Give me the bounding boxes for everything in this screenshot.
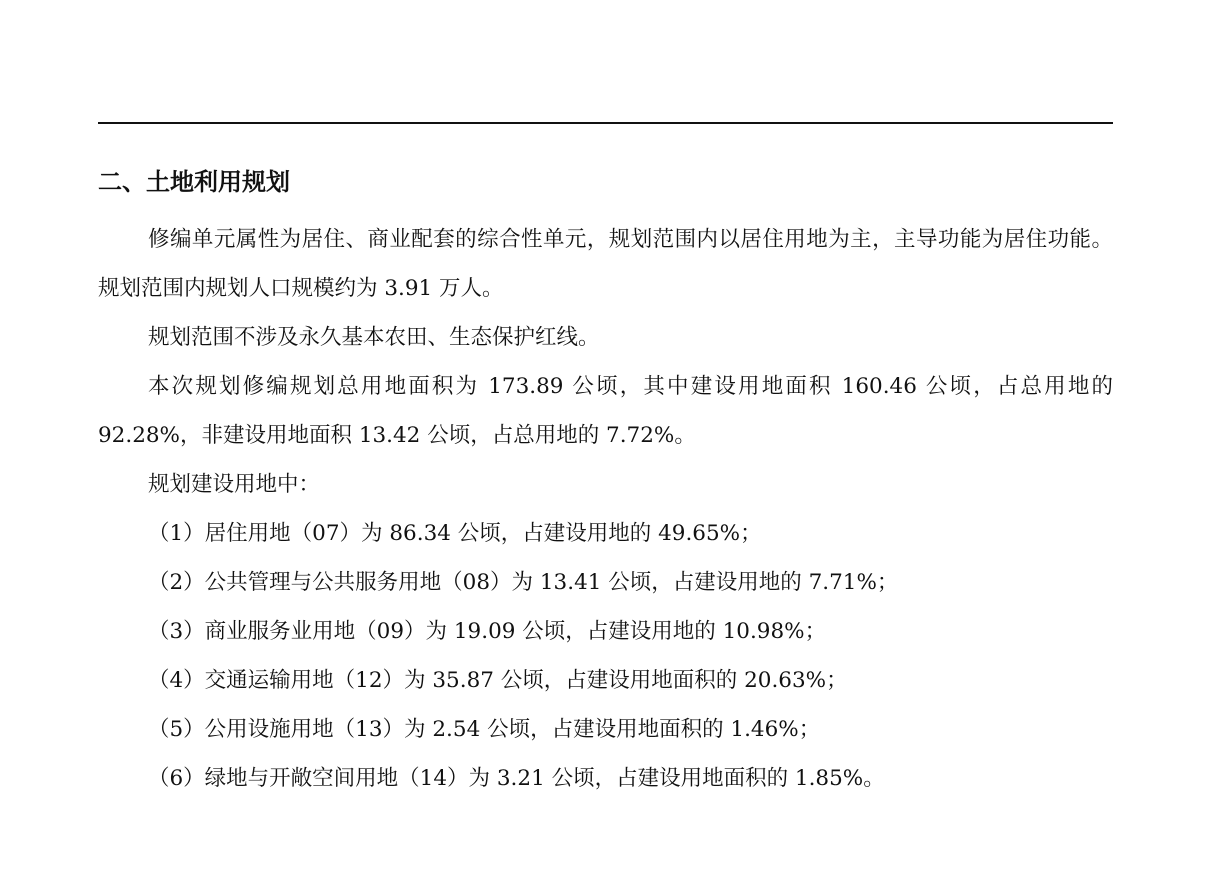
land-use-list — [148, 509, 898, 803]
paragraph-protection-scope: 规划范围不涉及永久基本农田、生态保护红线。 — [148, 325, 600, 350]
list-item-transportation: （4）交通运输用地（12）为 35.87 公顷，占建设用地面积的 20.63%； — [148, 668, 848, 693]
header-rule — [98, 122, 1113, 124]
list-item-commercial: （3）商业服务业用地（09）为 19.09 公顷，占建设用地的 10.98%； — [148, 619, 827, 644]
list-item-public-service: （2）公共管理与公共服务用地（08）为 13.41 公顷，占建设用地的 7.71%； — [148, 570, 899, 595]
list-item-green-space: （6）绿地与开敞空间用地（14）为 3.21 公顷，占建设用地面积的 1.85%。 — [148, 766, 885, 791]
list-item-residential: （1）居住用地（07）为 86.34 公顷，占建设用地的 49.65%； — [148, 521, 762, 546]
paragraph-unit-attributes: 修编单元属性为居住、商业配套的综合性单元，规划范围内以居住用地为主，主导功能为居住功能。规划范围内规划人口规模约为 3.91 万人。 — [98, 227, 1113, 301]
list-item-utilities: （5）公用设施用地（13）为 2.54 公顷，占建设用地面积的 1.46%； — [148, 717, 821, 742]
paragraph-total-land-area: 本次规划修编规划总用地面积为 173.89 公顷，其中建设用地面积 160.46 公顷，占总用地的 92.28%，非建设用地面积 13.42 公顷，占总用地的 7.72%。 — [98, 374, 1113, 448]
paragraph-construction-land-intro: 规划建设用地中： — [148, 472, 321, 497]
section-heading: 二、土地利用规划 — [98, 168, 290, 196]
